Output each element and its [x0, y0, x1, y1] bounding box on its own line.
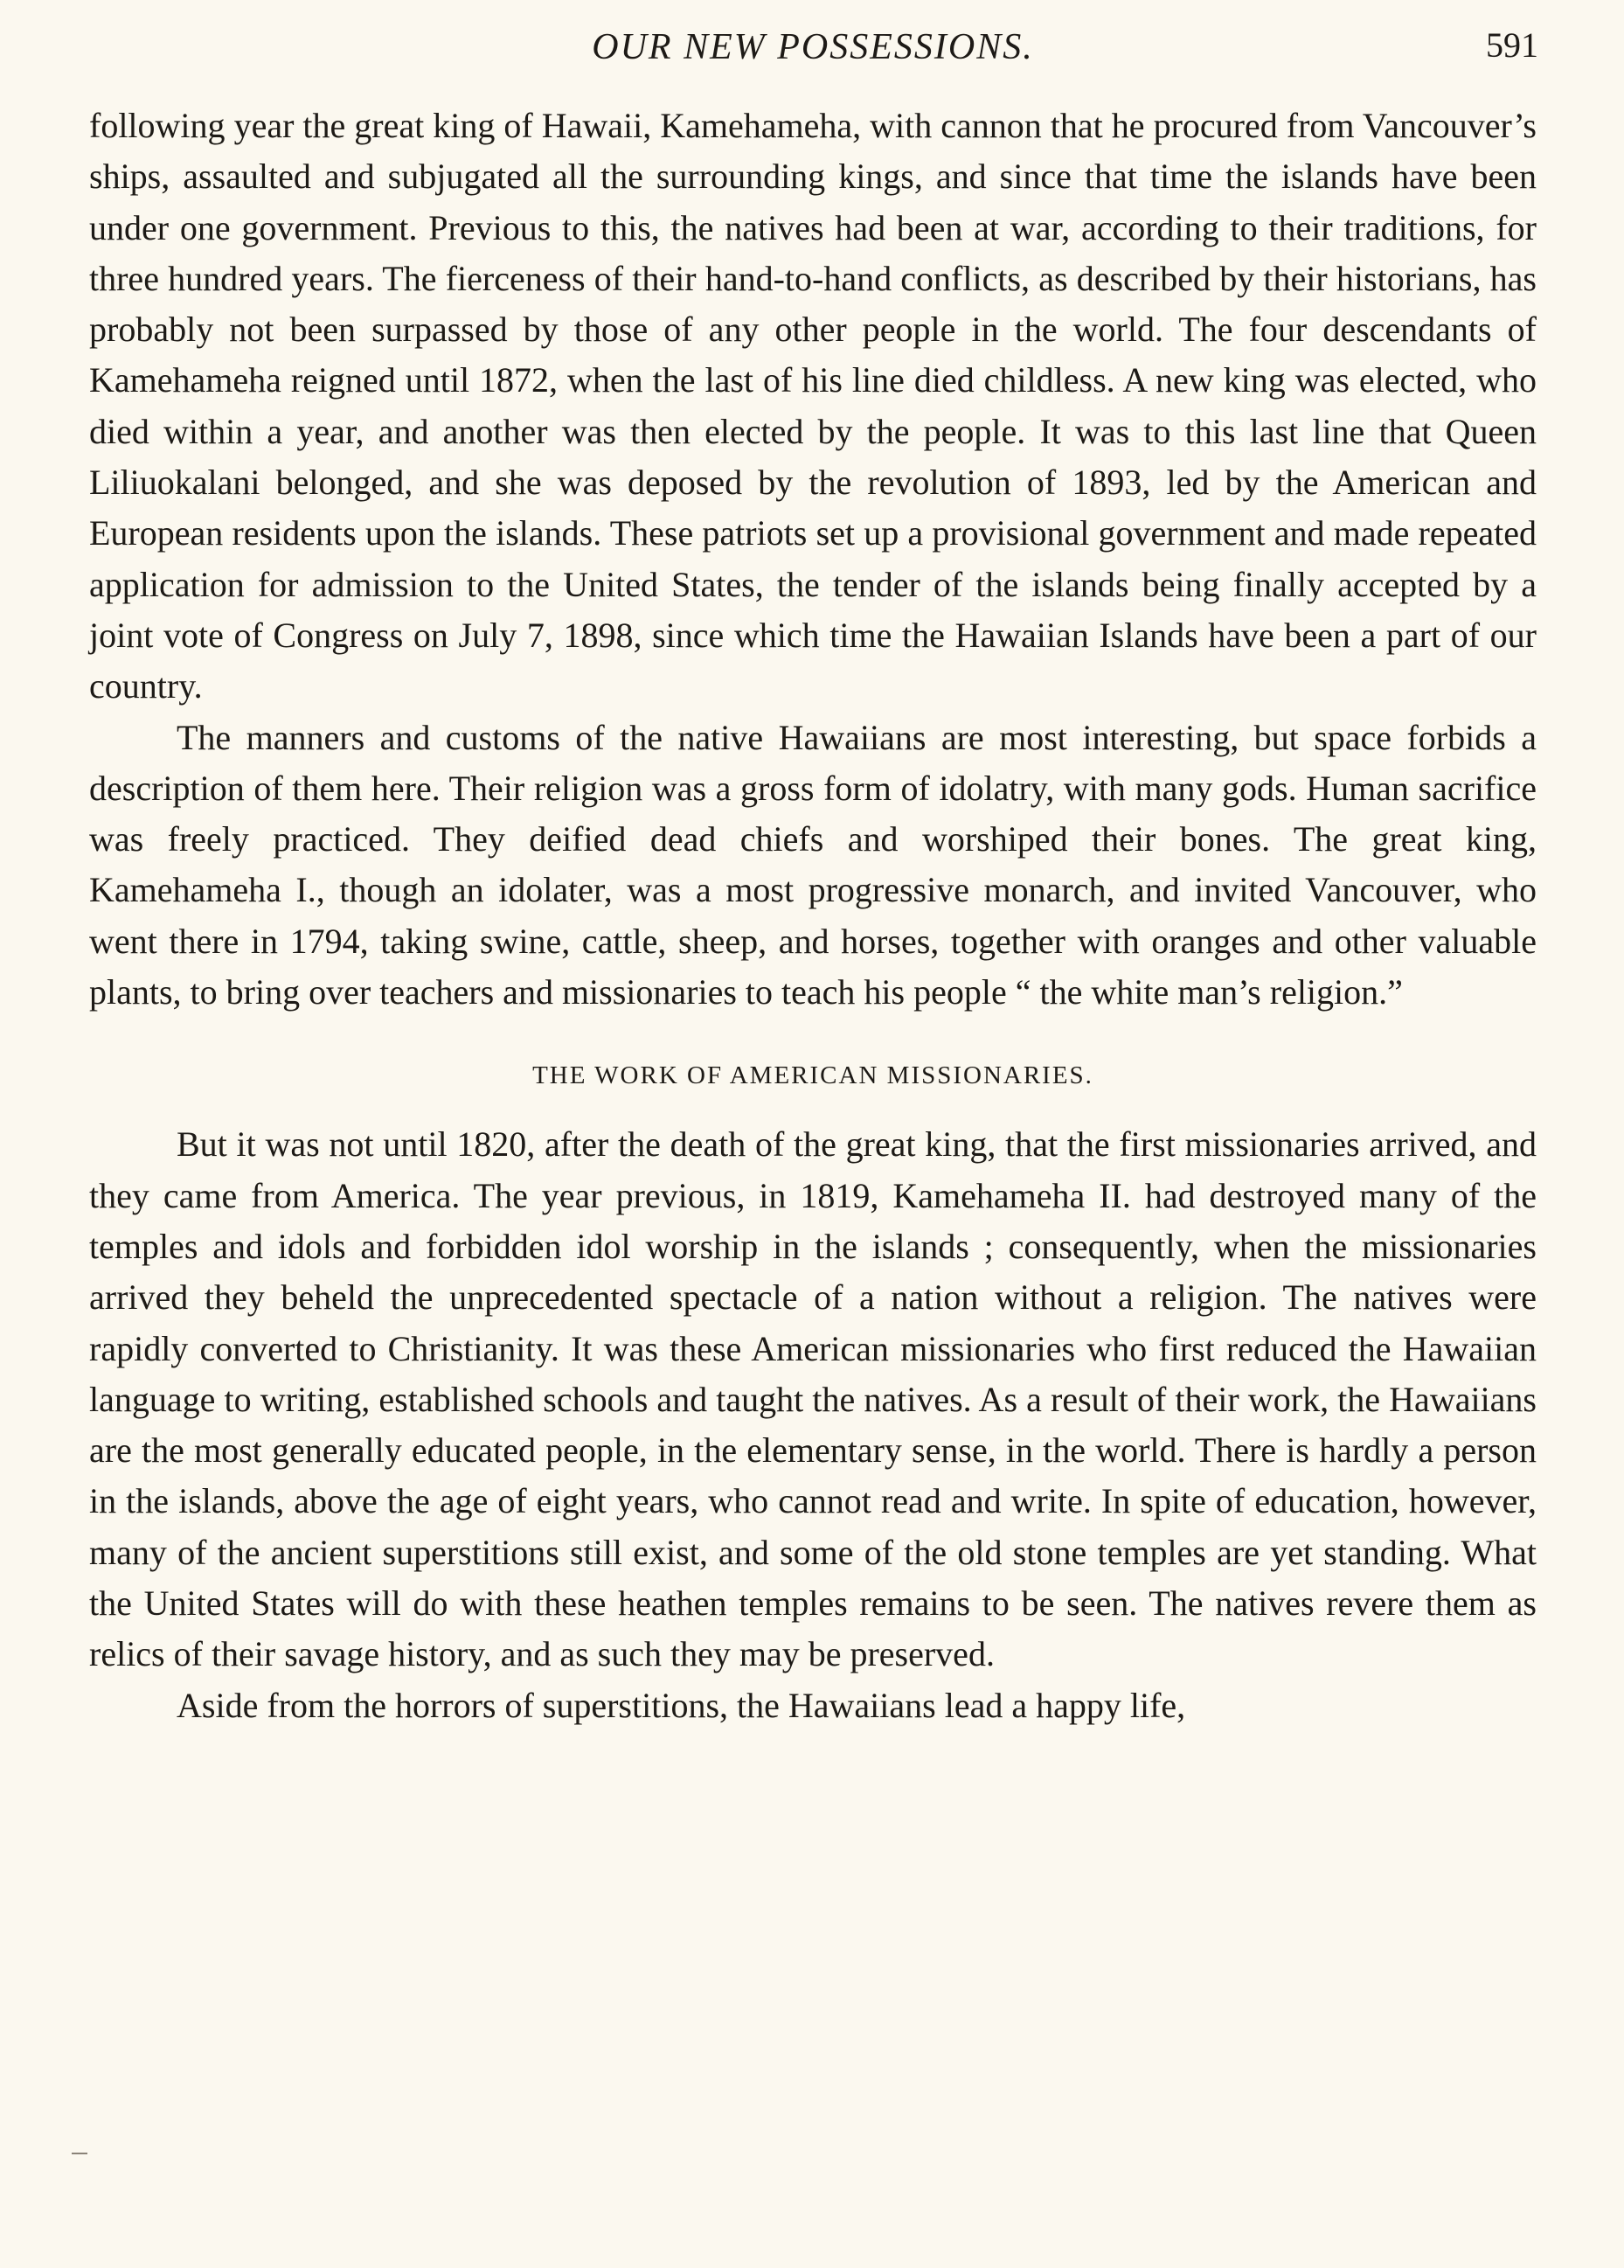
- paragraph-happy-life: Aside from the horrors of superstitions, the Hawaiians lead a happy life,: [177, 1685, 1186, 1725]
- section-heading: THE WORK OF AMERICAN MISSIONARIES.: [532, 1061, 1093, 1090]
- running-head: [87, 19, 1538, 80]
- running-title: OUR NEW POSSESSIONS.: [592, 27, 1034, 67]
- body-text: [89, 101, 1537, 1731]
- printer-mark: [72, 2153, 87, 2154]
- paragraph-hawaii-history: following year the great king of Hawaii, Kamehameha, with cannon that he procured from Vancouver’s ships, assaulted and subjugated all the surrounding kings, and since that time the islands have been under one government. Previous to this, the natives had been at war, according to their traditions, for three hundred years. The fierceness of their hand-to-hand conflicts, as described by their historians, has probably not been surpassed by those of any other people in the world. The four descendants of Kamehameha reigned until 1872, when the last of his line died childless. A new king was elected, who died within a year, and another was then elected by the people. It was to this last line that Queen Liliuokalani belonged, and she was deposed by the revolution of 1893, led by the American and European residents upon the islands. These patriots set up a provisional government and made repeated application for admission to the United States, the tender of the islands being finally accepted by a joint vote of Congress on July 7, 1898, since which time the Hawaiian Islands have been a part of our country.: [89, 106, 1537, 706]
- page-number: 591: [1486, 25, 1538, 65]
- paragraph-missionaries: But it was not until 1820, after the death of the great king, that the first missionaries arrived, and they came from America. The year previous, in 1819, Kamehameha II. had destroyed many of the temples and idols and forbidden idol worship in the islands ; consequently, when the missionaries arrived they beheld the unprecedented spectacle of a nation without a religion. The natives were rapidly converted to Christianity. It was these American missionaries who first reduced the Hawaiian language to writing, established schools and taught the natives. As a result of their work, the Hawaiians are the most generally educated people, in the elementary sense, in the world. There is hardly a person in the islands, above the age of eight years, who cannot read and write. In spite of education, however, many of the ancient superstitions still exist, and some of the old stone temples are yet standing. What the United States will do with these heathen temples remains to be seen. The natives revere them as relics of their savage history, and as such they may be preserved.: [89, 1124, 1537, 1674]
- paragraph-manners-customs: The manners and customs of the native Hawaiians are most interesting, but space forbids a description of them here. Their religion was a gross form of idolatry, with many gods. Human sacrifice was freely practiced. They deified dead chiefs and worshiped their bones. The great king, Kamehameha I., though an idolater, was a most progressive monarch, and invited Vancouver, who went there in 1794, taking swine, cattle, sheep, and horses, together with oranges and other valuable plants, to bring over teachers and missionaries to teach his people “ the white man’s religion.”: [89, 717, 1537, 1012]
